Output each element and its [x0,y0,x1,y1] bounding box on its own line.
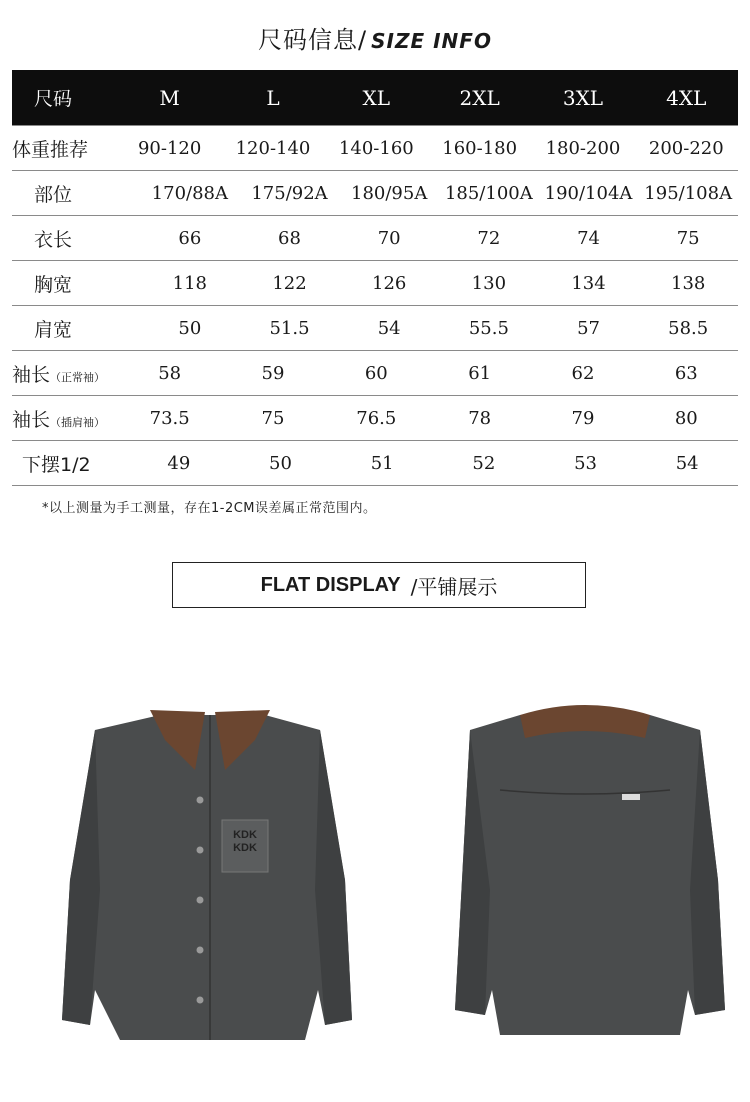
size-value-cell: 61 [468,362,492,384]
row-label-text: 肩宽 [34,318,73,341]
header-cell-size: 尺码 [34,88,73,110]
size-value-cell: 190/104A [544,182,633,204]
row-label [12,405,118,432]
header-cell: L [266,85,280,110]
size-table-row [12,171,738,216]
size-table-row [12,306,738,351]
size-table-row [12,261,738,306]
size-value-cell: 62 [571,362,595,384]
size-value-cell: 76.5 [356,407,397,429]
size-table-row [12,216,738,261]
size-value-cell: 73.5 [149,407,190,429]
size-value-cell: 140-160 [338,137,414,159]
size-value-cell: 120-140 [235,137,311,159]
size-value-cell: 50 [269,452,292,474]
size-value-cell: 79 [571,407,595,429]
row-label [12,225,140,252]
row-label-text: 胸宽 [34,273,73,296]
size-value-cell: 180/95A [351,182,428,204]
flat-display-en: FLAT DISPLAY [260,573,401,596]
size-value-cell: 60 [364,362,388,384]
size-value-cell: 180-200 [545,137,621,159]
row-label [12,360,118,387]
size-table-header [12,70,738,125]
size-value-cell: 122 [272,272,307,294]
size-value-cell: 75 [676,227,700,249]
jacket-back-image [455,705,725,1035]
row-label-text: 衣长 [34,228,73,251]
row-label-text: 部位 [34,183,73,206]
patch-text-2: KDK [233,842,257,854]
size-value-cell: 80 [674,407,698,429]
row-label-text: 袖长 [12,408,51,431]
title-en: SIZE INFO [371,29,492,53]
header-cell: 3XL [562,85,604,110]
row-label [12,135,118,162]
row-label-suffix: （正常袖） [50,370,106,384]
row-label-text: 下摆1/2 [22,453,91,476]
size-value-cell: 195/108A [644,182,733,204]
size-value-cell: 74 [577,227,600,249]
size-value-cell: 54 [675,452,699,474]
size-value-cell: 52 [472,452,496,474]
flat-display-cn: /平铺展示 [410,574,498,599]
size-value-cell: 78 [468,407,492,429]
size-value-cell: 70 [377,227,401,249]
row-label-suffix: （插肩袖） [50,415,106,429]
size-value-cell: 58.5 [668,317,709,339]
jacket-front-image [62,710,352,1040]
size-value-cell: 75 [261,407,285,429]
size-table-row [12,441,738,486]
size-value-cell: 118 [172,272,208,294]
jacket-illustration [0,690,750,1050]
size-table-row [12,396,738,441]
size-value-cell: 160-180 [442,137,518,159]
size-value-cell: 138 [671,272,706,294]
size-value-cell: 50 [178,317,202,339]
product-photos [0,690,750,1050]
title-separator: / [358,26,368,54]
row-label [12,180,140,207]
size-table [12,70,738,486]
size-value-cell: 170/88A [151,182,228,204]
measurement-note: *以上测量为手工测量，存在1-2CM误差属正常范围内。 [42,501,377,516]
size-value-cell: 200-220 [648,137,724,159]
size-value-cell: 68 [278,227,301,249]
size-value-cell: 63 [674,362,698,384]
flat-display-banner [172,562,586,608]
header-cell: 4XL [666,85,707,110]
header-cell: M [159,85,180,110]
size-table-row [12,351,738,396]
size-value-cell: 175/92A [251,182,328,204]
size-table-row [12,125,738,171]
size-value-cell: 90-120 [137,137,202,159]
size-value-cell: 49 [167,452,191,474]
size-value-cell: 126 [372,272,407,294]
section-title [0,20,750,55]
size-value-cell: 51.5 [269,317,310,339]
size-table-body [12,125,738,486]
row-label [12,315,140,342]
size-value-cell: 55.5 [468,317,509,339]
row-label-text: 袖长 [12,363,51,386]
size-value-cell: 72 [477,227,501,249]
size-value-cell: 59 [261,362,285,384]
size-value-cell: 54 [377,317,401,339]
size-value-cell: 66 [178,227,202,249]
patch-text-1: KDK [233,829,257,841]
size-value-cell: 130 [471,272,507,294]
size-value-cell: 57 [577,317,600,339]
row-label [12,450,128,477]
row-label [12,270,140,297]
header-cell: XL [362,85,391,110]
size-value-cell: 58 [158,362,182,384]
size-value-cell: 53 [574,452,597,474]
row-label-text: 体重推荐 [12,138,89,161]
size-value-cell: 51 [370,452,394,474]
size-value-cell: 185/100A [444,182,533,204]
header-cell: 2XL [459,85,500,110]
size-value-cell: 134 [571,272,606,294]
title-cn: 尺码信息 [258,26,359,54]
